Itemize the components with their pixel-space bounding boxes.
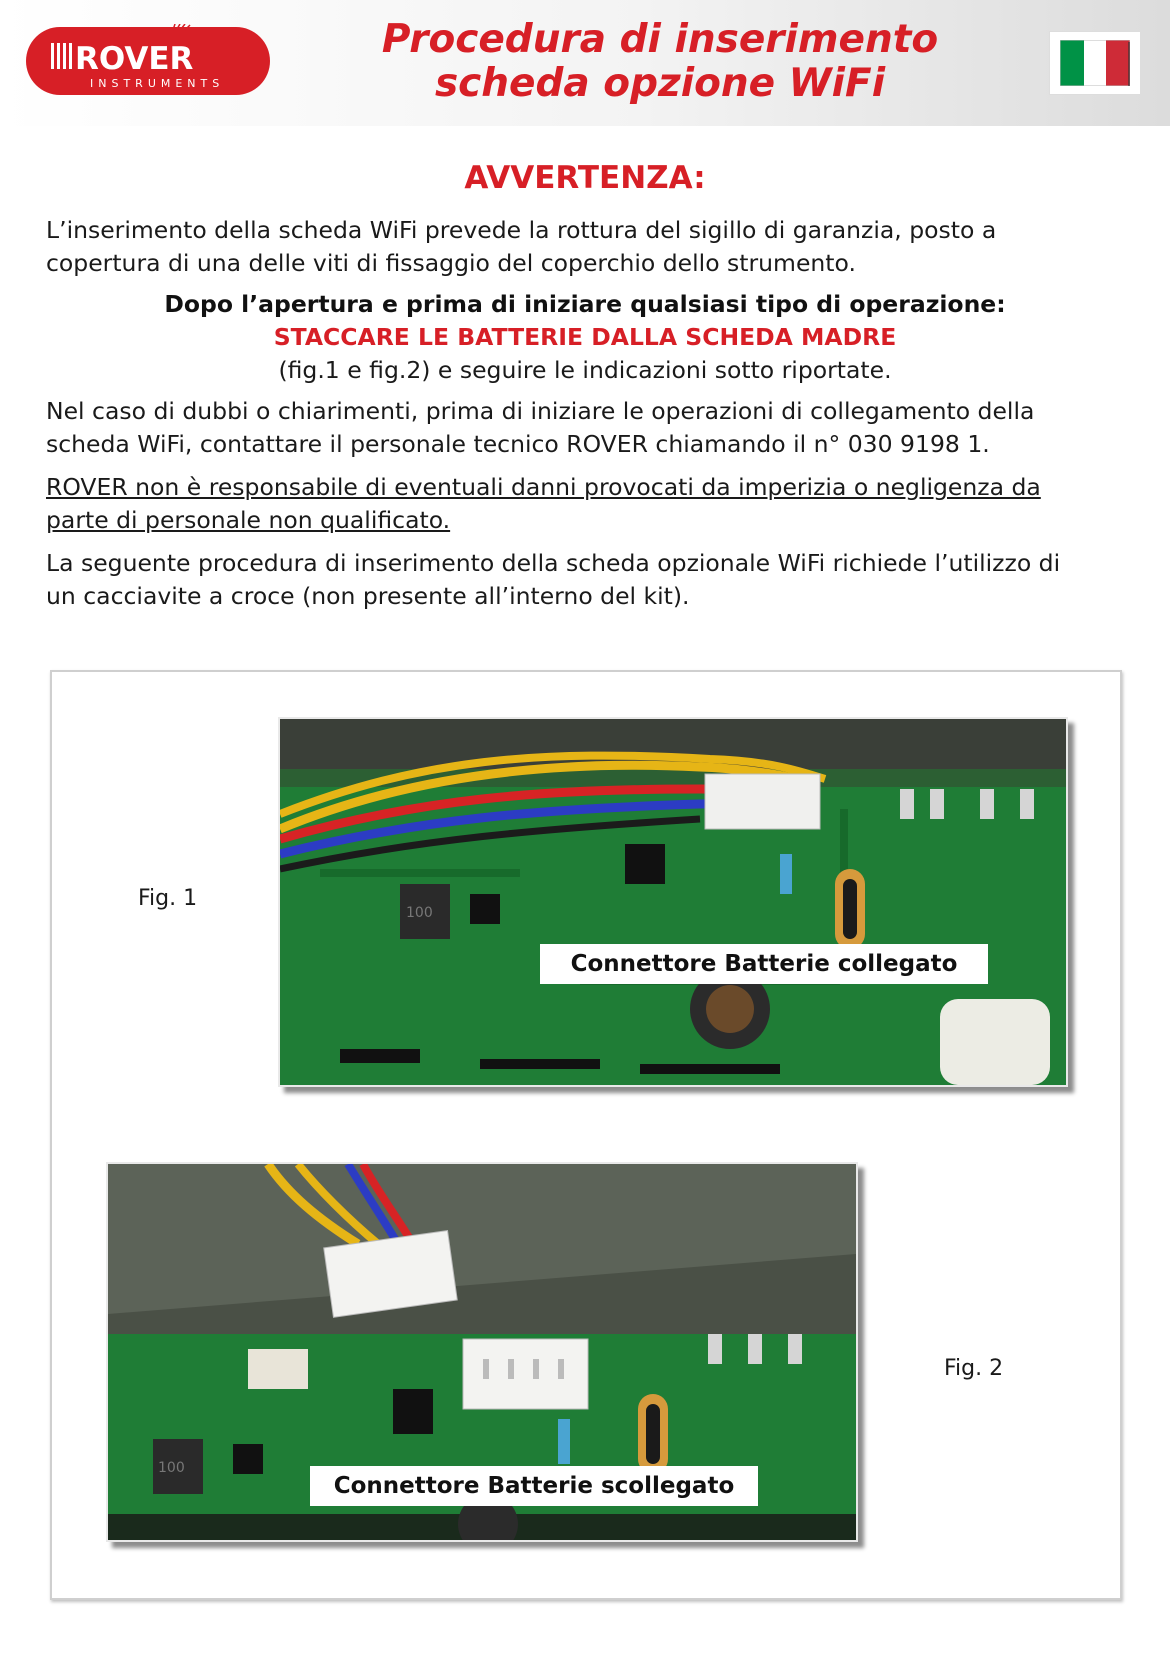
page-title — [330, 18, 990, 106]
brand-subtitle: INSTRUMENTS — [90, 77, 225, 90]
instruction-figures: (fig.1 e fig.2) e seguire le indicazioni sotto riportate. — [278, 356, 892, 384]
paragraph-line: L’inserimento della scheda WiFi prevede la rottura del sigillo di garanzia, posto a — [46, 216, 997, 244]
paragraph-line: parte di personale non qualificato. — [46, 506, 451, 534]
brand-name: ROVER — [75, 41, 194, 77]
title-line-1: Procedura di inserimento — [381, 17, 939, 62]
fig2-caption: Connettore Batterie scollegato — [310, 1466, 758, 1506]
warning-paragraph-1 — [46, 214, 1136, 280]
chip-marking: 100 — [158, 1460, 185, 1476]
tool-requirement — [46, 547, 1136, 613]
title-line-2: scheda opzione WiFi — [434, 61, 886, 106]
page-header — [0, 0, 1170, 126]
paragraph-line: La seguente procedura di inserimento della scheda opzionale WiFi richiede l’utilizzo di — [46, 549, 1061, 577]
paragraph-line: scheda WiFi, contattare il personale tecnico ROVER chiamando il n° 030 9198 1. — [46, 430, 990, 458]
paragraph-line: Nel caso di dubbi o chiarimenti, prima di iniziare le operazioni di collegamento della — [46, 397, 1035, 425]
italian-flag-icon — [1050, 32, 1140, 94]
fig2-label: Fig. 2 — [944, 1356, 1004, 1381]
liability-disclaimer — [46, 471, 1136, 537]
paragraph-line: ROVER non è responsabile di eventuali danni provocati da imperizia o negligenza da — [46, 473, 1041, 501]
rover-logo — [25, 24, 271, 98]
fig1-label: Fig. 1 — [138, 886, 198, 911]
fig1-caption: Connettore Batterie collegato — [540, 944, 988, 984]
paragraph-line: un cacciavite a croce (non presente all’interno del kit). — [46, 582, 690, 610]
chip-marking: 100 — [406, 905, 433, 921]
instruction-red: STACCARE LE BATTERIE DALLA SCHEDA MADRE — [273, 323, 897, 351]
fig1-photo — [278, 717, 1068, 1087]
warning-paragraph-2 — [46, 395, 1136, 461]
instruction-bold: Dopo l’apertura e prima di iniziare qualsiasi tipo di operazione: — [164, 290, 1006, 318]
warning-title: AVVERTENZA: — [464, 160, 706, 196]
paragraph-line: copertura di una delle viti di fissaggio del coperchio dello strumento. — [46, 249, 856, 277]
